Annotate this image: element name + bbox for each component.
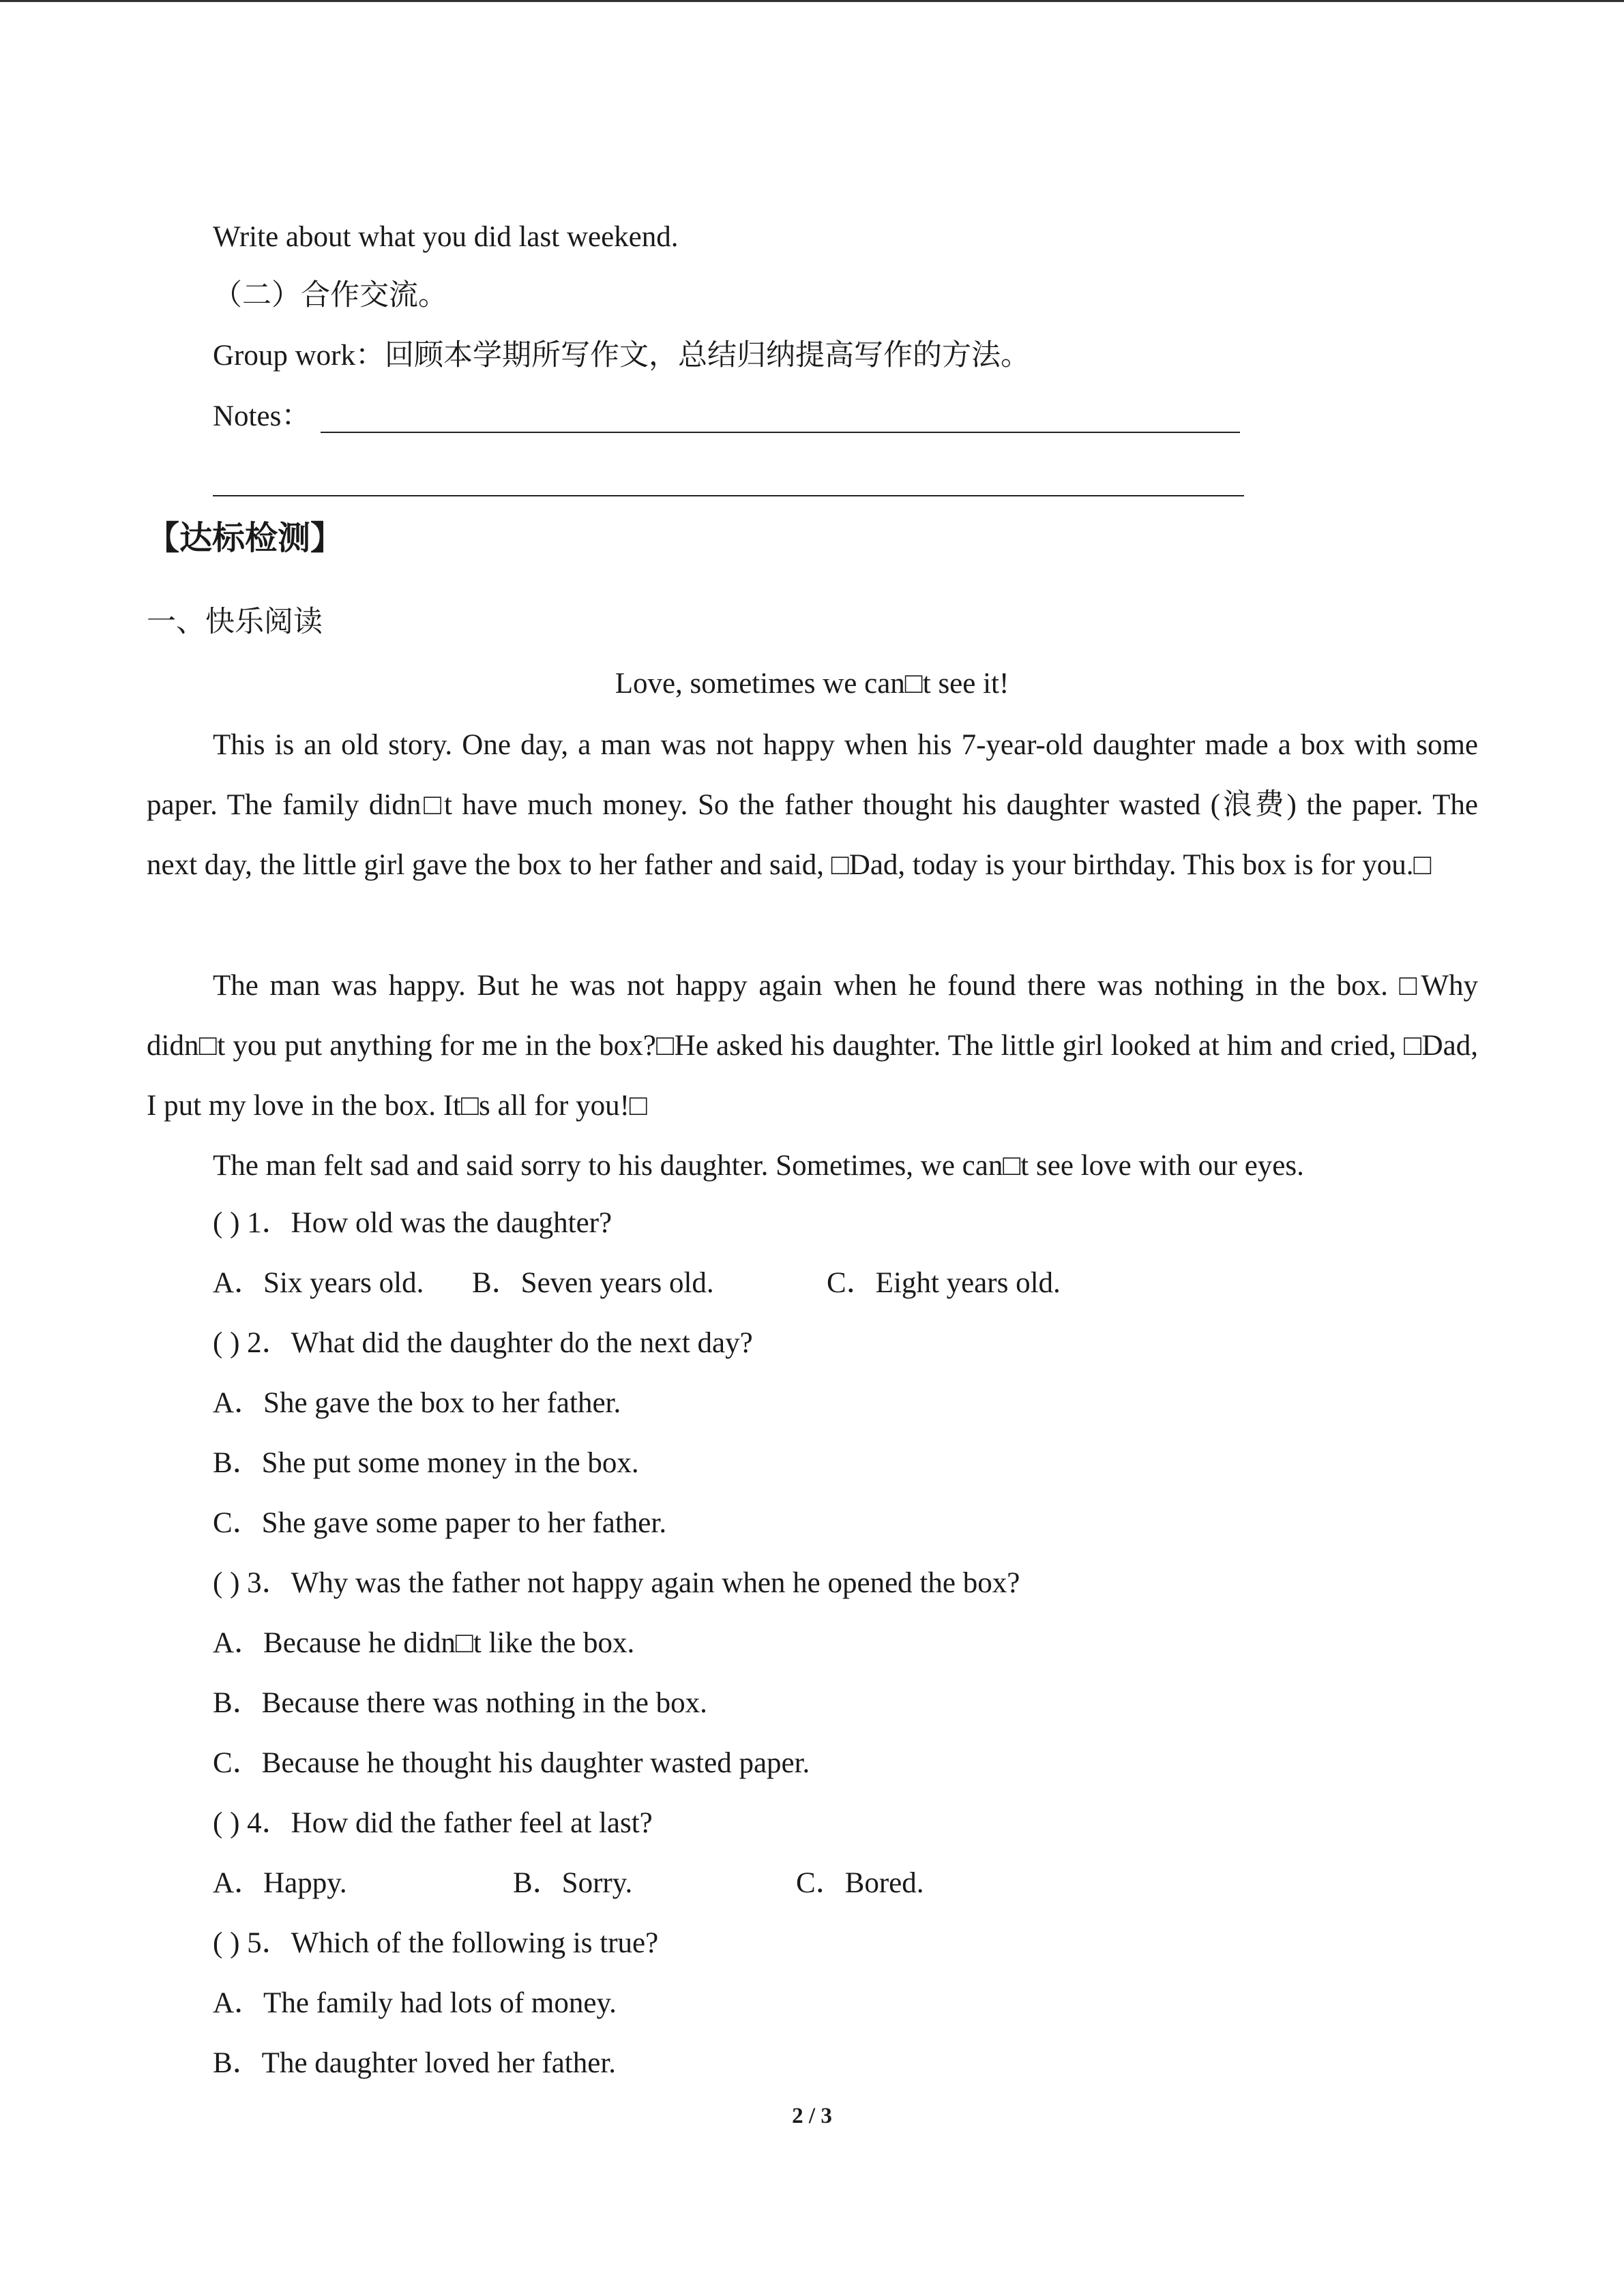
question-3-option-a[interactable]: A．Because he didn□t like the box. [213,1627,635,1659]
question-1-option-a[interactable]: A．Six years old. [213,1267,424,1299]
passage-paragraph-2: The man was happy. But he was not happy again when he found there was nothing in the box. □Why didn□t you put anything for me in the box?□He asked his daughter. The little girl looked at him and cried, □Dad, I put my love in the box. It□s all for you!□ [147,970,1478,1122]
part-title-reading: 一、快乐阅读 [147,606,323,638]
question-4-option-c[interactable]: C．Bored. [796,1867,924,1899]
passage-title: Love, sometimes we can□t see it! [615,668,1009,700]
question-2-option-a[interactable]: A．She gave the box to her father. [213,1387,621,1419]
page-number: 2 / 3 [792,2104,832,2128]
group-work-instruction: Group work：回顾本学期所写作文，总结归纳提高写作的方法。 [213,340,1030,372]
passage-paragraph-1: This is an old story. One day, a man was not happy when his 7-year-old daughter made a box with some paper. The family didn□t have much money. So the father thought his daughter wasted (浪费) the paper. The next day, the little girl gave the box to her father and said, □Dad, today is your birthday. This box is for you.□ [147,729,1478,881]
question-5-stem: ( ) 5．Which of the following is true? [213,1927,659,1959]
question-2-option-b[interactable]: B．She put some money in the box. [213,1447,639,1479]
question-4-option-a[interactable]: A．Happy. [213,1867,347,1899]
writing-task: Write about what you did last weekend. [213,221,679,253]
question-4-options [213,1863,924,1904]
question-3-option-c[interactable]: C．Because he thought his daughter wasted paper. [213,1747,810,1779]
question-4-option-b[interactable]: B．Sorry. [513,1867,633,1899]
section-title-cooperation: （二）合作交流。 [213,280,447,312]
question-3-stem: ( ) 3．Why was the father not happy again when he opened the box? [213,1567,1020,1599]
passage-paragraph-3: The man felt sad and said sorry to his daughter. Sometimes, we can□t see love with our eyes. [213,1150,1304,1182]
assessment-heading: 【达标检测】 [147,520,344,556]
question-5-option-b[interactable]: B．The daughter loved her father. [213,2047,617,2079]
notes-blank-line-2[interactable] [213,495,1244,496]
question-1-option-b[interactable]: B．Seven years old. [472,1267,714,1299]
question-2-stem: ( ) 2．What did the daughter do the next day? [213,1327,753,1359]
question-3-option-b[interactable]: B．Because there was nothing in the box. [213,1687,707,1719]
question-5-option-a[interactable]: A．The family had lots of money. [213,1987,617,2019]
notes-label: Notes： [213,400,311,432]
question-1-option-c[interactable]: C．Eight years old. [827,1267,1061,1299]
question-1-stem: ( ) 1．How old was the daughter? [213,1207,612,1239]
question-4-stem: ( ) 4．How did the father feel at last? [213,1807,653,1839]
question-1-options [213,1263,1061,1304]
notes-blank-line-1[interactable] [321,432,1240,433]
top-border [0,0,1624,2]
question-2-option-c[interactable]: C．She gave some paper to her father. [213,1507,667,1539]
